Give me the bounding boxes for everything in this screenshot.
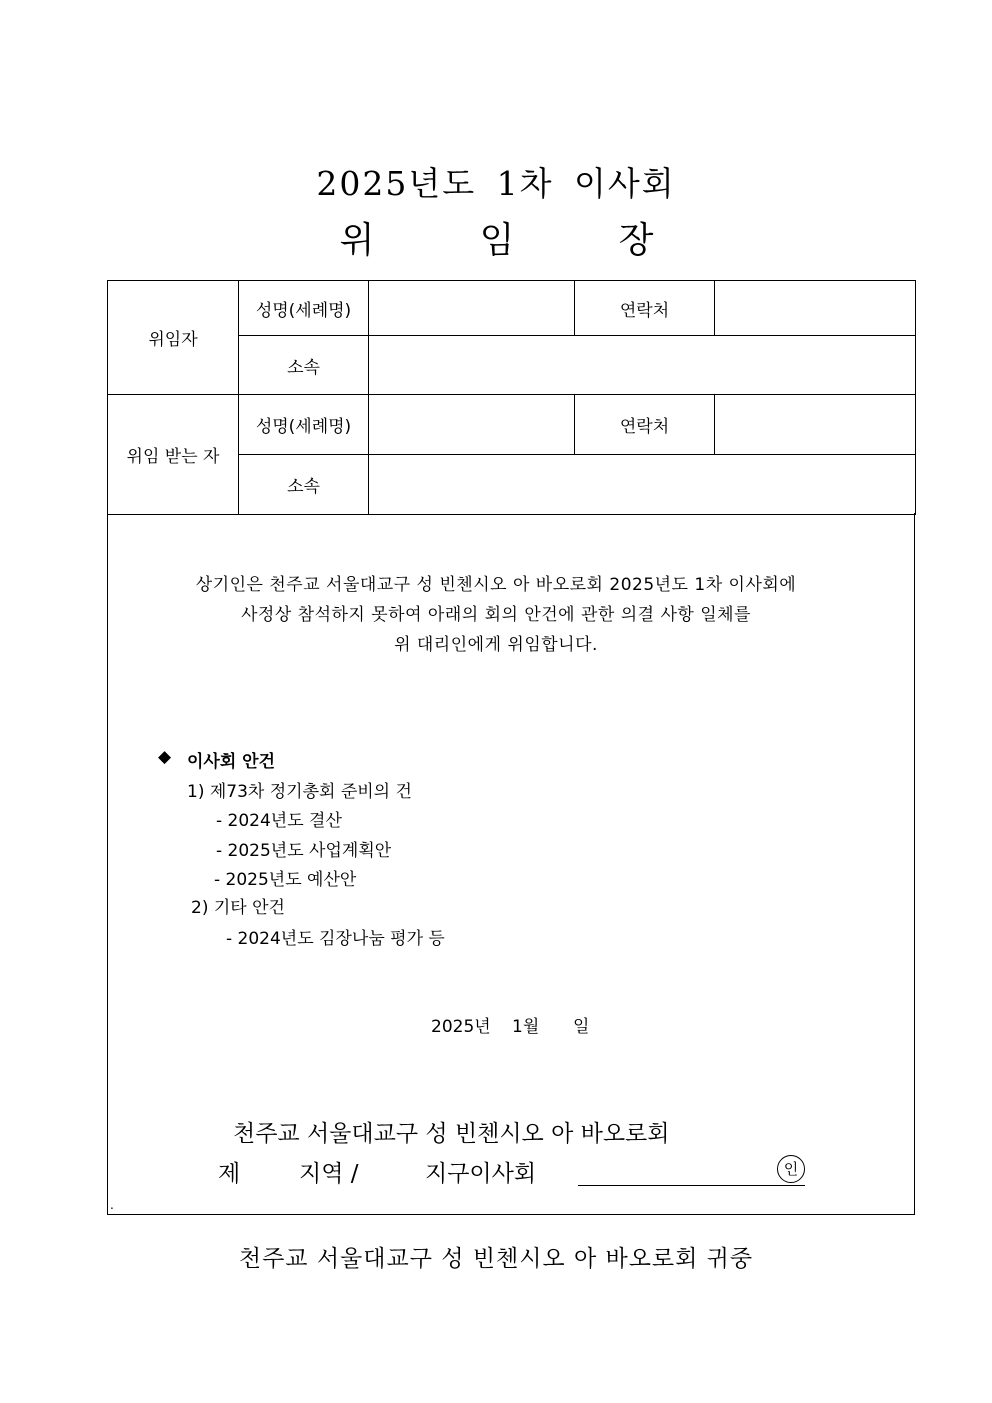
org-name: 천주교 서울대교구 성 빈첸시오 아 바오로회 [233,1121,670,1147]
addressee-footer: 천주교 서울대교구 성 빈첸시오 아 바오로회 귀중 [238,1246,754,1272]
delegate-affiliation-field[interactable] [369,455,916,515]
delegator-affiliation-field[interactable] [369,336,916,395]
delegate-name-field[interactable] [369,395,575,455]
agenda-heading: 이사회 안건 [187,752,276,772]
date-day: 일 [573,1017,590,1037]
delegator-name-label: 성명(세례명) [239,281,369,336]
delegate-label: 위임 받는 자 [108,395,239,515]
delegation-form-table [107,280,916,515]
document-subtitle-char-3: 장 [618,220,654,261]
agenda-item: - 2024년도 김장나눔 평가 등 [226,929,445,949]
delegate-name-label: 성명(세례명) [239,395,369,455]
statement-line: 사정상 참석하지 못하여 아래의 회의 안건에 관한 의결 사항 일체를 [240,605,752,625]
delegate-affiliation-label: 소속 [239,455,369,515]
delegator-affiliation-label: 소속 [239,336,369,395]
corner-dot: . [110,1198,114,1212]
document-subtitle-char-1: 위 [339,220,375,261]
document-title: 2025년도 1차 이사회 [316,164,676,203]
document-subtitle-char-2: 임 [479,220,515,261]
region-label: 지역 / [299,1161,359,1187]
delegator-label: 위임자 [108,281,239,395]
delegate-contact-field[interactable] [715,395,916,455]
date-year: 2025년 [431,1017,491,1037]
signature-line[interactable] [578,1185,805,1186]
agenda-item: - 2025년도 사업계획안 [216,841,392,861]
agenda-item: - 2024년도 결산 [216,811,342,831]
seal-icon: 인 [777,1155,805,1183]
delegate-contact-label: 연락처 [575,395,715,455]
region-prefix: 제 [218,1161,241,1187]
council-label: 지구이사회 [425,1161,537,1187]
agenda-bullet-icon: ◆ [158,747,172,767]
statement-line: 상기인은 천주교 서울대교구 성 빈첸시오 아 바오로회 2025년도 1차 이사회에 [195,575,797,595]
date-month: 1월 [512,1017,540,1037]
agenda-item: 1) 제73차 정기총회 준비의 건 [187,782,412,802]
delegator-name-field[interactable] [369,281,575,336]
agenda-item: 2) 기타 안건 [191,898,285,918]
statement-line: 위 대리인에게 위임합니다. [394,635,598,655]
agenda-item: - 2025년도 예산안 [214,870,357,890]
delegator-contact-label: 연락처 [575,281,715,336]
delegator-contact-field[interactable] [715,281,916,336]
